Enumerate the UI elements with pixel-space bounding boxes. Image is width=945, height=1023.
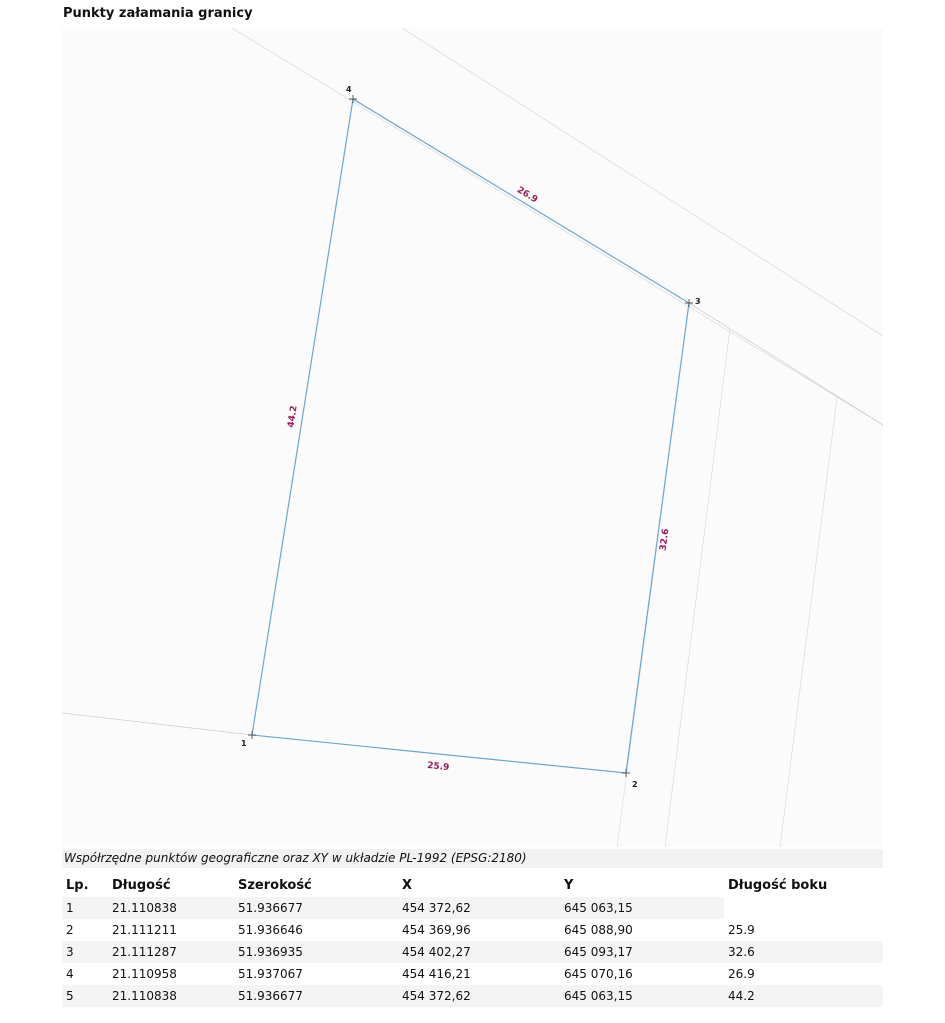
cell-lp: 4: [62, 963, 108, 985]
cell-x: 454 416,21: [398, 963, 560, 985]
cell-x: 454 402,27: [398, 941, 560, 963]
table-header-row: [62, 873, 883, 897]
table-row: [62, 897, 883, 919]
cell-y: 645 063,15: [560, 985, 724, 1007]
parcel-map-canvas[interactable]: [62, 28, 883, 847]
cell-latitude: 51.936677: [234, 985, 398, 1007]
parcel-boundary[interactable]: [252, 99, 689, 773]
cell-x: 454 369,96: [398, 919, 560, 941]
vertex-marker-4[interactable]: [349, 95, 357, 103]
cell-lp: 5: [62, 985, 108, 1007]
column-header-latitude[interactable]: Szerokość: [234, 873, 398, 897]
vertex-label-2: 2: [632, 780, 638, 789]
edge-label-1-2: 25.9: [426, 760, 450, 774]
vertex-marker-2[interactable]: [622, 769, 630, 777]
cell-x: 454 372,62: [398, 897, 560, 919]
cell-side-length: 44.2: [724, 985, 883, 1007]
column-header-lp[interactable]: Lp.: [62, 873, 108, 897]
cell-y: 645 063,15: [560, 897, 724, 919]
vertex-marker-3[interactable]: [685, 299, 693, 307]
cell-side-length: 26.9: [724, 963, 883, 985]
cell-y: 645 070,16: [560, 963, 724, 985]
background-line: [402, 28, 883, 336]
background-line: [689, 303, 883, 425]
vertex-label-1: 1: [241, 739, 247, 748]
cell-x: 454 372,62: [398, 985, 560, 1007]
cell-latitude: 51.936646: [234, 919, 398, 941]
edge-label-4-1: 44.2: [286, 404, 300, 429]
cell-longitude: 21.111287: [108, 941, 234, 963]
cell-longitude: 21.110838: [108, 897, 234, 919]
vertex-label-3: 3: [695, 297, 701, 306]
cell-latitude: 51.937067: [234, 963, 398, 985]
background-line: [780, 398, 837, 847]
background-lines: [62, 28, 883, 847]
section-title: Punkty załamania granicy: [63, 6, 253, 21]
cell-y: 645 093,17: [560, 941, 724, 963]
table-row: [62, 919, 883, 941]
background-line: [232, 28, 883, 425]
table-row: [62, 941, 883, 963]
cell-latitude: 51.936677: [234, 897, 398, 919]
parcel-map[interactable]: [62, 28, 883, 847]
cell-side-length: 32.6: [724, 941, 883, 963]
cell-side-length: 25.9: [724, 919, 883, 941]
cell-longitude: 21.111211: [108, 919, 234, 941]
cell-side-length: [724, 897, 883, 919]
column-header-side-length[interactable]: Długość boku: [724, 873, 883, 897]
cell-lp: 2: [62, 919, 108, 941]
edge-label-3-4: 26.9: [514, 185, 540, 206]
coordinates-table: [62, 873, 883, 1007]
column-header-y[interactable]: Y: [560, 873, 724, 897]
coordinates-caption: Współrzędne punktów geograficzne oraz XY w układzie PL-1992 (EPSG:2180): [62, 849, 883, 868]
background-line: [62, 713, 252, 735]
table-row: [62, 985, 883, 1007]
vertex-markers: [248, 95, 693, 777]
cell-latitude: 51.936935: [234, 941, 398, 963]
cell-longitude: 21.110958: [108, 963, 234, 985]
vertex-marker-1[interactable]: [248, 731, 256, 739]
edge-label-2-3: 32.6: [658, 528, 672, 552]
cell-lp: 3: [62, 941, 108, 963]
vertex-label-4: 4: [346, 85, 352, 94]
cell-lp: 1: [62, 897, 108, 919]
column-header-longitude[interactable]: Długość: [108, 873, 234, 897]
table-row: [62, 963, 883, 985]
column-header-x[interactable]: X: [398, 873, 560, 897]
cell-y: 645 088,90: [560, 919, 724, 941]
cell-longitude: 21.110838: [108, 985, 234, 1007]
